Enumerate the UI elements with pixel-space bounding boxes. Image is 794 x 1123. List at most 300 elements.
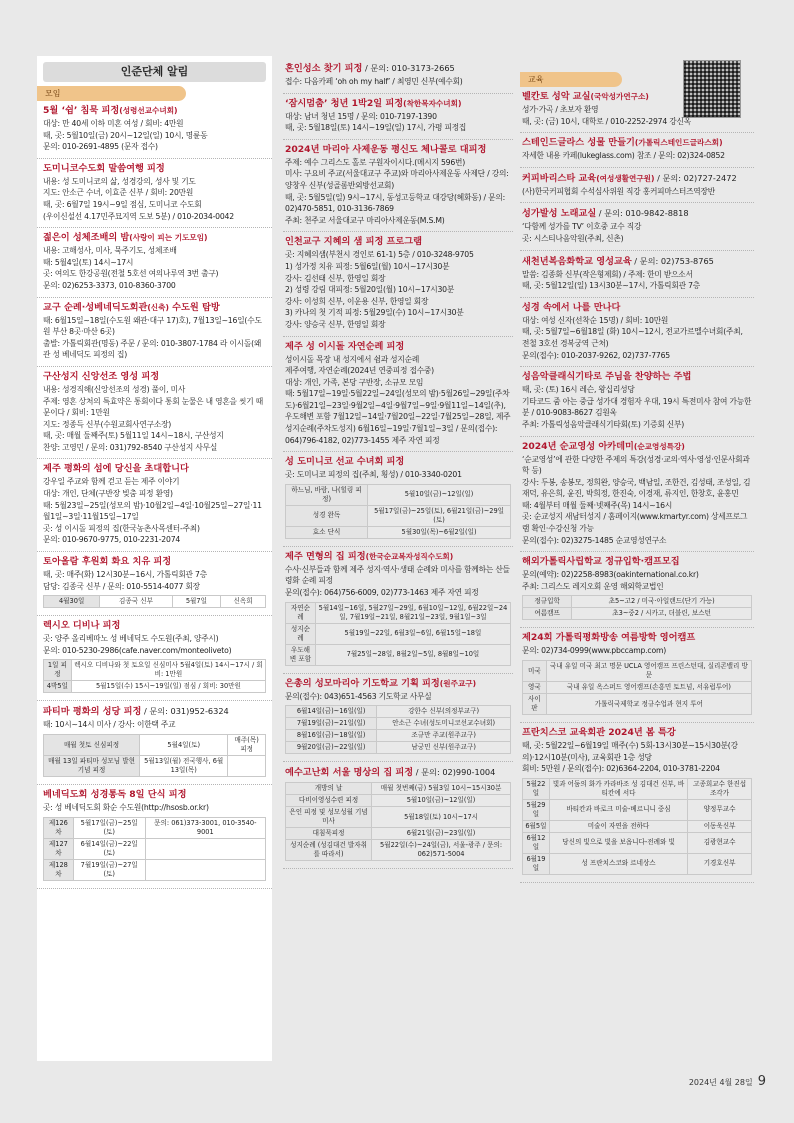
category-label: 모임 <box>37 86 186 101</box>
entry-line: 때: 6월15일~18일(수도원 왜관·대구 17)호), 7월13일~16일(수도원 부산 8곳·마산 6곳) <box>43 315 262 337</box>
entry-title <box>522 632 752 644</box>
entry-line: 곳: 성 베네딕도회 화순 수도원(http://hsosb.or.kr) <box>43 803 209 812</box>
entry-line: 문의(예약): 02)2258-8983(oakinternational.co.kr) <box>522 570 699 580</box>
category-label: 교육 <box>520 72 622 87</box>
schedule-table <box>43 659 266 693</box>
notice-entry <box>520 302 754 367</box>
entry-line: 자세한 내용 카페(lukeglass.com) 참조 / 문의: 02)324-0852 <box>522 151 725 161</box>
entry-title-text: 벨칸토 성악 교실 <box>522 91 591 102</box>
entry-title-text: 토아올람 후원회 화요 치유 피정 <box>43 556 172 568</box>
schedule-row <box>44 838 266 859</box>
entry-line: 문의: 02)6253-3373, 010-8360-3700 <box>43 280 176 290</box>
schedule-cell: 5월10일(금)~12일(일) <box>368 484 511 505</box>
entry-line: 강사: 이성희 신부, 이운용 신부, 한영일 회장 <box>285 296 429 306</box>
schedule-row <box>286 602 511 623</box>
schedule-row <box>523 596 752 608</box>
schedule-cell: 5월15일(수) 15시~19일(일) 점심 / 회비: 30만원 <box>71 681 265 693</box>
entry-line: 때, 곳: 6월7일 19시~9일 점심, 도미니코 수도회 <box>43 199 202 209</box>
notice-entry <box>283 341 513 453</box>
schedule-cell: 4월30일 <box>44 596 100 608</box>
entry-line: 찬양: 고영민 / 문의: 031)792-8540 구산성지 사무실 <box>43 442 218 452</box>
schedule-row <box>286 718 511 730</box>
entry-line: 곳: 여의도 한강공원(전철 5호선 여의나루역 3번 출구) <box>43 269 219 279</box>
entry-line: 때, 곳: (토) 16시 레슨, 왕십리성당 <box>522 385 635 395</box>
column-1 <box>37 56 272 1061</box>
entry-title <box>285 236 511 248</box>
entry-line: 3) 카나의 첫 기적 피정: 5월29일(수) 10시~17시30분 <box>285 308 464 318</box>
schedule-row <box>44 859 266 880</box>
entry-line: 때, 곳: 5월12일(일) 13시30분~17시, 가톨릭회관 7층 <box>522 281 701 291</box>
entry-title-org: (신축) <box>147 302 169 312</box>
entry-title <box>522 255 752 268</box>
entry-line: 성이시돌 목장 내 성지에서 쉼과 성지순례 <box>285 354 420 364</box>
entry-line: 주제: 영혼 상처의 특효약은 통회이다 통회 눈물은 내 영혼을 씻기 때문이다 / 회비: 1만원 <box>43 396 263 418</box>
schedule-row <box>286 807 511 828</box>
schedule-row <box>44 660 266 681</box>
notice-entry <box>520 441 754 553</box>
schedule-row <box>44 681 266 693</box>
entry-title <box>285 678 511 690</box>
schedule-table <box>43 817 266 881</box>
entry-line: 곳: 도미니코 피정의 집(주최, 횡성) / 010-3340-0201 <box>285 470 462 480</box>
notice-entry <box>520 91 754 133</box>
notice-entry <box>37 620 272 701</box>
section-title: 인준단체 알림 <box>43 62 266 82</box>
entry-line: 접수: 다음카페 ‘oh oh my half’ / 최영민 신부(예수회) <box>285 77 463 86</box>
entry-title-text: 5월 ‘쉼’ 침묵 피정 <box>43 105 120 116</box>
entry-title-text: 교구 순례·성베네딕도회관 <box>43 301 148 313</box>
schedule-cell: 사이판 <box>523 694 547 715</box>
entry-line: 대상: 개인, 단체(구반장 빚춤 피정 환영) <box>43 489 173 499</box>
schedule-cell: 조규만 주교(원주교구) <box>377 730 511 742</box>
schedule-cell: 제127차 <box>44 838 74 859</box>
schedule-row <box>286 742 511 754</box>
schedule-row <box>286 644 511 665</box>
entry-line: 수사·신부들과 함께 제주 성지·역사·생태 순례와 미사를 함께하는 산들령화 순례 피정 <box>285 564 510 586</box>
schedule-cell: 렉시오 디비나와 첫 토요일 신심미사 5월4일(토) 14시~17시 / 회비: 1만원 <box>71 660 265 681</box>
entry-title-text: 2024년 마리아 사제운동 평신도 체나콜로 대피정 <box>285 143 487 155</box>
entry-title-org: (성령선교수녀회) <box>119 106 178 115</box>
entry-title-text: 젊은이 성체조배의 밤 <box>43 232 130 244</box>
entry-title-org: (착한목자수녀회) <box>403 98 462 108</box>
entry-line: 강사: 김선태 신부, 한영일 회장 <box>285 273 386 283</box>
schedule-table <box>43 734 266 777</box>
entry-title-contact: / 문의: 031)952-6324 <box>141 706 229 717</box>
entry-line: 곳: 성 이시돌 피정의 집(한국농촌사목센터-주최) <box>43 523 200 533</box>
entry-title <box>43 463 266 475</box>
entry-title-text: 성음악클래식기타로 주님을 찬양하는 주법 <box>522 371 692 383</box>
entry-line: 말씀: 김종화 신부(작은형제회) / 주제: 한미 받으소서 <box>522 269 693 279</box>
schedule-cell: 6월19일 <box>523 853 550 874</box>
entry-title <box>43 163 266 175</box>
entry-title-text: 도미니코수도회 말씀여행 피정 <box>43 162 165 174</box>
schedule-row <box>44 735 266 756</box>
schedule-cell <box>228 756 266 777</box>
entry-title-org: (순교영성특강) <box>633 441 685 451</box>
entry-title <box>522 727 752 739</box>
schedule-row <box>286 840 511 861</box>
schedule-cell: 매주(목) 피정 <box>228 735 266 756</box>
entry-line: 곳: 양주 올리베따노 성 베네딕도 수도원(주최, 양주시) <box>43 634 219 644</box>
schedule-cell: 영국 <box>523 682 547 694</box>
schedule-table <box>285 705 511 754</box>
entry-title-text: 인천교구 지혜의 샘 피정 프로그램 <box>285 236 423 248</box>
entry-title-contact: / 문의: 010-3173-2665 <box>362 63 455 73</box>
entry-title <box>522 91 752 103</box>
entry-line: ‘순교영성’에 관한 다양한 주제의 특강(성경·교의·역사·영성·인문사회과학 등) <box>522 454 750 476</box>
entry-title-text: 프란치스코 교육회관 2024년 봄 특강 <box>522 727 676 739</box>
schedule-cell: 우도해변 포함 <box>286 644 316 665</box>
notice-entry <box>37 163 272 228</box>
notice-entry <box>520 727 754 883</box>
notice-entry <box>283 551 513 674</box>
schedule-row <box>286 730 511 742</box>
schedule-cell: 초5~고2 / 미국·아일랜드(단기 가능) <box>572 596 752 608</box>
schedule-cell: 성경 완독 <box>286 505 368 526</box>
entry-title <box>522 207 752 220</box>
entry-title <box>522 441 752 453</box>
entry-title-text: 스테인드글라스 성물 만들기 <box>522 137 635 149</box>
entry-title <box>522 371 752 383</box>
schedule-cell: 여름캠프 <box>523 608 572 620</box>
schedule-cell: 정규입학 <box>523 596 572 608</box>
entry-title-text: 제주 성 이시돌 자연순례 피정 <box>285 340 405 352</box>
schedule-cell: 7월25일~28일, 8월2일~5일, 8월8일~10일 <box>315 644 510 665</box>
notice-entry <box>283 98 513 140</box>
schedule-cell: 6월14일(금)~16일(일) <box>286 706 377 718</box>
notice-entry <box>283 144 513 233</box>
schedule-row <box>286 783 511 795</box>
entry-title <box>285 456 511 468</box>
schedule-cell: 6월5일 <box>523 820 550 832</box>
schedule-table <box>43 595 266 608</box>
entry-line: 강사: 두봉, 송봉모, 정희완, 양승국, 백남일, 조한건, 김성태, 조성일, 김재덕, 유은희, 윤진, 박희정, 한진숙, 이경재, 류지인, 한창호, 윤홍민 <box>522 477 751 499</box>
entry-title-text: 새천년복음화학교 영성교육 <box>522 255 632 267</box>
entry-line: 성가·가곡 / 초보자 환영 <box>522 105 599 114</box>
schedule-cell: 9월20일(금)~22일(일) <box>286 742 377 754</box>
schedule-cell <box>145 838 265 859</box>
entry-line: 곳: 시스티나음악원(주최, 신촌) <box>522 233 624 243</box>
notice-entry <box>283 236 513 336</box>
entry-title-text: 예수고난회 서울 명상의 집 피정 <box>285 767 414 779</box>
entry-title-org: (사랑이 피는 기도모임) <box>129 233 208 243</box>
entry-title-org: (국악성가연구소) <box>590 92 649 101</box>
entry-title-text: 2024년 순교영성 아카데미 <box>522 440 634 452</box>
entry-line: 주최: 그리스도 레지오회 운영 해외학교법인 <box>522 581 664 591</box>
entry-title <box>43 232 266 244</box>
entry-title <box>43 705 266 718</box>
entry-line: 문의(접수): 010-2037-9262, 02)737-7765 <box>522 350 670 360</box>
schedule-cell: 6월14일(금)~22일(토) <box>73 838 145 859</box>
schedule-cell: 5월13일(월) 전국행사, 6월13일(목) <box>140 756 228 777</box>
entry-title-text: 구산성지 신앙선조 영성 피정 <box>43 370 160 382</box>
entry-title <box>285 144 511 156</box>
entry-title <box>43 371 266 383</box>
notice-entry <box>520 207 754 250</box>
entry-line: 기타코드 줌 아는 중급 성가대 경험자 우대, 19시 특전미사 참여 가능한 분 / 010-9083-8627 김원욱 <box>522 396 752 418</box>
schedule-row <box>523 608 752 620</box>
schedule-cell: 5월18일(토) 10시~17시 <box>372 807 511 828</box>
schedule-cell: 빛과 어둠의 화가 카라바조 성 김대건 신부, 바티칸에 서다 <box>549 778 687 799</box>
schedule-row <box>286 828 511 840</box>
schedule-row <box>523 694 752 715</box>
entry-title <box>522 172 752 185</box>
page-footer <box>689 1074 766 1089</box>
schedule-cell: 5월19일~22일, 6월3일~6일, 6월15일~18일 <box>315 623 510 644</box>
entry-title <box>43 105 266 117</box>
schedule-row <box>523 799 752 820</box>
entry-line: 문의(접수): 02)3275-1485 순교영성연구소 <box>522 535 667 545</box>
entry-line: 지도: 정종득 신부(수원교회사연구소장) <box>43 419 172 429</box>
schedule-cell: 5월22일(수)~24일(금), 서울-광주 / 문의: 062)571-5004 <box>372 840 511 861</box>
schedule-row <box>286 795 511 807</box>
schedule-cell: 매월 첫토 신심피정 <box>44 735 140 756</box>
schedule-cell: 기경호신부 <box>688 853 752 874</box>
entry-list <box>520 91 754 883</box>
schedule-cell: 하느님, 바람, 나(힐링 피정) <box>286 484 368 505</box>
entry-line: 강우일 주교와 함께 걷고 듣는 제주 이야기 <box>43 477 180 487</box>
schedule-cell: 5월22일 <box>523 778 550 799</box>
entry-title-text: ‘잠시멈춤’ 청년 1박2일 피정 <box>285 97 404 109</box>
schedule-cell: 미술이 자연을 전하다 <box>549 820 687 832</box>
notice-entry <box>283 456 513 547</box>
schedule-cell: 매월 13일 파티마 성모님 발현 기념 피정 <box>44 756 140 777</box>
schedule-cell: 8월16일(금)~18일(일) <box>286 730 377 742</box>
entry-line: 출발: 가톨릭회관(명동) 주문 / 문의: 010-3807-1784 라 이시돌(왜관 성 베네딕도 피정의 집) <box>43 338 262 360</box>
schedule-cell: 1일 피정 <box>44 660 72 681</box>
entry-line: 때: 4월부터 매월 둘째·넷째주(목) 14시~16시 <box>522 500 673 510</box>
entry-title-text: 은총의 성모마리아 기도학교 기획 피정 <box>285 677 440 689</box>
schedule-cell: 4박5일 <box>44 681 72 693</box>
notice-entry <box>37 463 272 552</box>
entry-title-org: (한국순교복자성직수도회) <box>365 551 454 561</box>
schedule-cell: 초3~중2 / 시카고, 더블린, 보스턴 <box>572 608 752 620</box>
entry-line: 제주여행, 자연순례(2024년 연중피정 접수중) <box>285 366 434 376</box>
notice-entry <box>37 302 272 367</box>
entry-list <box>283 62 513 869</box>
entry-line: 문의: 010-9670-9775, 010-2231-2074 <box>43 535 181 545</box>
entry-title-text: 성 도미니코 선교 수녀회 피정 <box>285 456 405 468</box>
schedule-cell: 5월14일~16일, 5월27일~29일, 6월10일~12일, 6월22일~24일, 7월19일~21일, 8월21일~23일, 9월1일~3일 <box>315 602 510 623</box>
entry-title-text: 파티마 평화의 성당 피정 <box>43 706 142 718</box>
entry-title <box>285 551 511 563</box>
entry-line: 때, 곳: 매월 둘째주(토) 5월11일 14시~18시, 구산성지 <box>43 431 224 441</box>
notice-entry <box>283 766 513 869</box>
schedule-cell: 5월29일 <box>523 799 550 820</box>
entry-title <box>43 620 266 632</box>
notice-entry <box>283 62 513 94</box>
schedule-cell: 당신의 빛으로 빛을 보옵니다-전례와 빛 <box>549 832 687 853</box>
entry-line: 문의: 02)734-0999(www.pbccamp.com) <box>522 646 667 656</box>
schedule-row <box>523 661 752 682</box>
schedule-row <box>286 526 511 538</box>
schedule-cell: 매월 첫번째(금) 5월3일 10시~15시30분 <box>372 783 511 795</box>
entry-line: 주최: 천주교 서울대교구 마리아사제운동(M.S.M) <box>285 215 445 225</box>
entry-line: 대상: 남녀 청년 15명 / 문의: 010-7197-1390 <box>285 111 437 121</box>
entry-line: 담당: 김종국 신부 / 문의: 010-5514-4077 회장 <box>43 581 200 591</box>
schedule-cell: 제128차 <box>44 859 74 880</box>
schedule-cell: 양정무교수 <box>688 799 752 820</box>
page-number: 9 <box>757 1074 766 1089</box>
schedule-row <box>286 623 511 644</box>
entry-title <box>522 302 752 314</box>
entry-line: 미사: 구요비 주교(서울대교구 주교)와 마리아사제운동 사제단 / 강의: 양창우 신부(성골롬반외방선교회) <box>285 169 509 190</box>
entry-title-text: 제주 면형의 집 피정 <box>285 550 366 562</box>
entry-line: 내용: 성 도미니코의 삶, 성경강의, 성사 및 기도 <box>43 176 196 186</box>
column-2 <box>283 60 513 1070</box>
schedule-table <box>522 778 752 875</box>
schedule-cell: 5월4일(토) <box>140 735 228 756</box>
entry-title <box>43 789 266 801</box>
entry-title <box>43 556 266 568</box>
entry-line: 문의: 010-2691-4895 (문자 접수) <box>43 142 158 152</box>
schedule-row <box>523 778 752 799</box>
entry-line: 때: 5월4일(토) 14시~17시 <box>43 257 134 267</box>
schedule-cell: 강한수 신부(의정부교구) <box>377 706 511 718</box>
schedule-cell: 5월17일(금)~25일(토) <box>73 817 145 838</box>
notice-entry <box>283 678 513 763</box>
entry-title <box>43 302 266 314</box>
entry-title-text: 해외가톨릭사립학교 정규입학·캠프모집 <box>522 556 680 568</box>
entry-line: 때, 곳: 매주(화) 12시30분~16시, 가톨릭회관 7층 <box>43 570 207 580</box>
entry-line: 때: 10시~14시 미사 / 강사: 이한택 주교 <box>43 720 176 730</box>
entry-title-text: 성가발성 노래교실 <box>522 208 597 220</box>
entry-line: 때, 곳: (금) 10시, 대학로 / 010-2252-2974 강신옥 <box>522 116 691 126</box>
schedule-cell: 6월21일(금)~23일(일) <box>372 828 511 840</box>
schedule-row <box>286 484 511 505</box>
schedule-cell: 고종희교수 한진섭조각가 <box>688 778 752 799</box>
schedule-cell: 국내 유일 미국 최고 명문 UCLA 영어캠프 프린스턴대, 실리콘밸리 방문 <box>546 661 751 682</box>
schedule-cell: 남궁민 신부(원주교구) <box>377 742 511 754</box>
entry-title-contact: / 문의: 02)727-2472 <box>654 172 737 183</box>
column-3 <box>520 60 754 1070</box>
notice-entry <box>37 371 272 460</box>
schedule-cell: 신옥희 <box>221 596 266 608</box>
schedule-cell <box>145 859 265 880</box>
schedule-table <box>285 602 511 666</box>
entry-line: 곳: 지혜의샘(부천시 경인로 61-1) 5층 / 010-3248-9705 <box>285 250 474 260</box>
notice-entry <box>520 255 754 298</box>
entry-line: 대상: 여성 신자(선착순 15명) / 회비: 10만원 <box>522 315 669 325</box>
entry-line: 1) 성가정 치유 피정: 5월6일(월) 10시~17시30분 <box>285 261 450 271</box>
notice-entry <box>37 789 272 889</box>
schedule-cell: 미국 <box>523 661 547 682</box>
entry-line: 때: 5월23일~25일(성모의 밤)·10월2일~4일·10월25일~27일·11월1일~3일·11월15일~17일 <box>43 500 262 522</box>
entry-title <box>522 556 752 568</box>
entry-title-org: (원주교구) <box>439 678 477 688</box>
schedule-cell: 김종국 신부 <box>100 596 172 608</box>
notice-entry <box>520 172 754 204</box>
entry-title <box>285 62 511 75</box>
entry-title-text: 제주 평화의 섬에 당신을 초대합니다 <box>43 463 189 475</box>
entry-line: 회비: 5만원 / 문의(접수): 02)6364-2204, 010-3781-2204 <box>522 764 720 774</box>
schedule-cell: 성지순례 (성김대건 발자취를 따라서) <box>286 840 372 861</box>
entry-title-text: 베네딕도회 성경통독 8일 단식 피정 <box>43 789 187 800</box>
entry-line: (우이신설선 4.17민주묘지역 도보 5분) / 010-2034-0042 <box>43 211 234 221</box>
entry-title-text: 성경 속에서 나를 만나다 <box>522 301 621 313</box>
entry-line: 때: 5월17일~19일·5월22일~24일(성모의 밤)·5월26일~29일(주차도)·6월21일~23일·9월2일~4일·9월7일~9일·9월11일~14일(추), 우도해변 포함 7월12일~14일·7월20일~22일·7월25일~28일, 제주성지순례(주차도성지) 6월16일~19일·7월1일~3일 / 문의(접수): 064)796-4182, 02)773-1455 제주 자연 피정 <box>285 389 511 445</box>
entry-title-text: 렉시오 디비나 피정 <box>43 620 121 632</box>
schedule-cell: 성지순례 <box>286 623 316 644</box>
entry-line: 2) 성령 강림 대피정: 5월20일(월) 10시~17시30분 <box>285 285 455 295</box>
schedule-cell: 문의: 061)373-3001, 010-3540-9001 <box>145 817 265 838</box>
schedule-cell: 자연순례 <box>286 602 316 623</box>
schedule-row <box>286 505 511 526</box>
entry-line: 내용: 고해성사, 미사, 묵주기도, 성체조배 <box>43 246 177 256</box>
entry-title-contact: / 문의: 02)990-1004 <box>413 767 496 778</box>
schedule-row <box>44 596 266 608</box>
notice-entry <box>520 137 754 168</box>
entry-title <box>285 98 511 110</box>
issue-date: 2024년 4월 28일 <box>688 1078 753 1087</box>
entry-line: 강사: 양승국 신부, 한영일 회장 <box>285 319 386 329</box>
entry-title-contact: / 문의: 010-9842-8818 <box>596 208 689 219</box>
entry-line: 내용: 성경직해(신앙선조의 성경) 풀이, 미사 <box>43 384 186 394</box>
schedule-cell: 성 프란치스코와 르네상스 <box>549 853 687 874</box>
entry-title <box>285 766 511 779</box>
entry-line: ‘다함께 성가를 TV’ 이호중 교수 직강 <box>522 222 642 232</box>
schedule-row <box>523 853 752 874</box>
schedule-cell: 바티칸과 바로크 미술-베르니니 중심 <box>549 799 687 820</box>
notice-entry <box>520 371 754 436</box>
schedule-cell: 다비이영성수련 피정 <box>286 795 372 807</box>
entry-line: 대상: 개인, 가족, 본당 구반장, 소규모 모임 <box>285 377 424 387</box>
entry-line: (사)한국커피협회 수석심사위원 직강 홍커피마스터즈역장반 <box>522 186 715 196</box>
schedule-row <box>523 832 752 853</box>
schedule-cell: 개방의 날 <box>286 783 372 795</box>
entry-line: 때, 곳: 5월5일(일) 9시~17시, 동성고등학교 대강당(혜화동) / 문의: 02)470-5851, 010-3136-7869 <box>285 192 506 214</box>
notice-entry <box>37 705 272 785</box>
notice-entry <box>37 105 272 159</box>
schedule-cell: 제126차 <box>44 817 74 838</box>
schedule-row <box>44 756 266 777</box>
entry-line: 때, 곳: 5월7일~6월18일 (화) 10시~12시, 전교가르멜수녀회(주최, 전철 3호선 경복궁역 근처) <box>522 327 743 348</box>
notice-entry <box>520 632 754 723</box>
entry-line: 곳: 순교성지 새남터성지 / 홈페이지(www.kmartyr.com) 상세프로그램 확인·수강신청 가능 <box>522 512 748 534</box>
notice-entry <box>37 232 272 297</box>
schedule-cell: 7월19일(금)~21일(일) <box>286 718 377 730</box>
entry-title-text: 제24회 가톨릭평화방송 여름방학 영어캠프 <box>522 632 696 644</box>
entry-title-org: (여성생활연구원) <box>596 173 655 183</box>
entry-line: 때, 곳: 5월22일~6월19일 매주(수) 5회-13시30분~15시30분(강의)·12시10분(미사), 교육회관 1층 성당 <box>522 741 738 762</box>
schedule-cell: 안소근 수녀(성도미니코선교수녀회) <box>377 718 511 730</box>
schedule-cell: 5월10일(금)~12일(일) <box>372 795 511 807</box>
entry-line: 주최: 가톨릭성음악클래식기타회(토) 기증회 신부) <box>522 419 685 429</box>
entry-line: 대상: 만 40세 이하 미혼 여성 / 회비: 4만원 <box>43 119 184 128</box>
schedule-cell: 효소 단식 <box>286 526 368 538</box>
entry-line: 때, 곳: 5월10일(금) 20시~12일(일) 10시, 명륜동 <box>43 130 208 140</box>
schedule-cell: 이동욱신부 <box>688 820 752 832</box>
schedule-row <box>523 682 752 694</box>
entry-title-text: 수도원 탐방 <box>168 301 220 313</box>
schedule-cell: 김광현교수 <box>688 832 752 853</box>
entry-title-contact: / 문의: 02)753-8765 <box>631 255 714 266</box>
schedule-cell: 국내 유일 옥스퍼드 영어캠프(손흥민 토트넘, 서유럽투어) <box>546 682 751 694</box>
schedule-cell: 5월7일 <box>172 596 221 608</box>
entry-title-text: 혼인성소 찾기 피정 <box>285 63 363 74</box>
schedule-cell: 5월17일(금)~25일(토), 6월21일(금)~29일(토) <box>368 505 511 526</box>
entry-list <box>37 105 272 889</box>
schedule-row <box>44 817 266 838</box>
entry-title <box>285 341 511 353</box>
notice-entry <box>37 556 272 616</box>
schedule-table <box>285 782 511 861</box>
schedule-cell: 5월30일(목)~6월2일(일) <box>368 526 511 538</box>
schedule-cell: 가톨릭국제학교 정규수업과 현지 투어 <box>546 694 751 715</box>
schedule-row <box>286 706 511 718</box>
entry-line: 문의(접수): 043)651-4563 기도학교 사무실 <box>285 691 432 701</box>
entry-line: 문의(접수): 064)756-6009, 02)773-1463 제주 자연 피정 <box>285 588 479 598</box>
